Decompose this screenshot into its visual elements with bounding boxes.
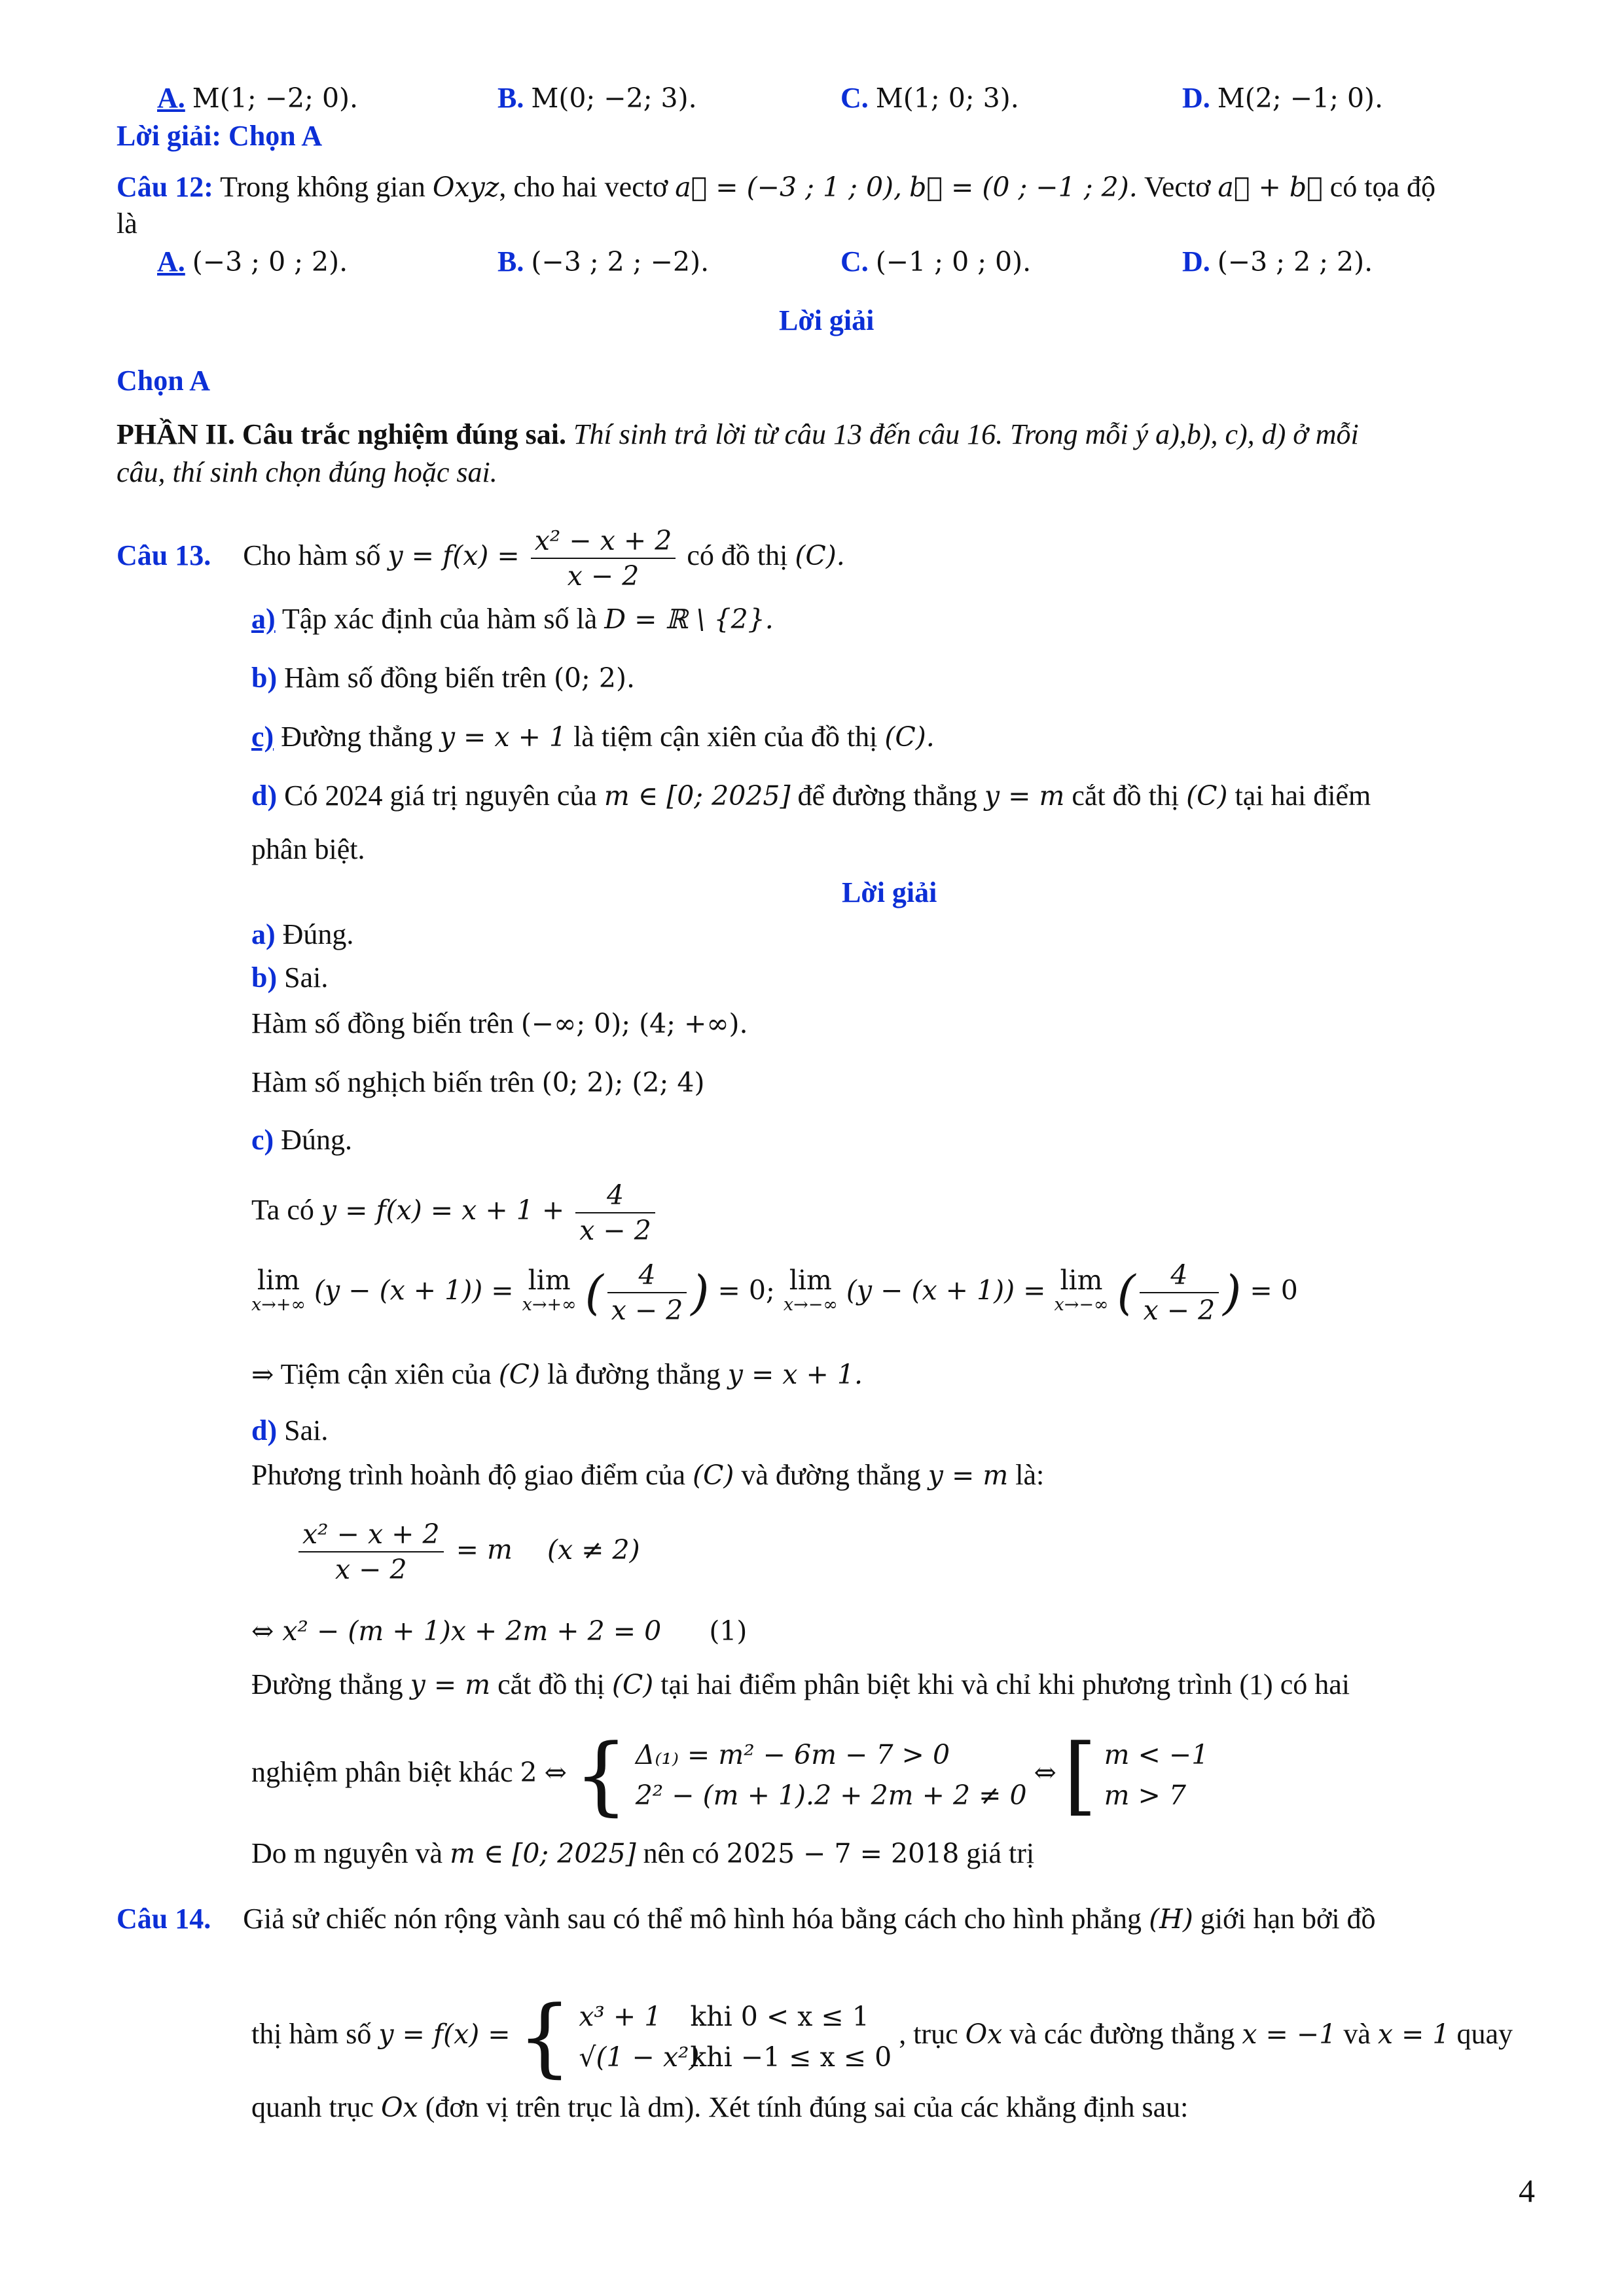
q12-text: Trong không gian [220,171,425,203]
q12-solution-title: Lời giải [779,304,875,336]
q12-option-c-wrap [840,243,1031,280]
q12-option-b-wrap [497,243,709,280]
q13-conclusion-math1: (C) [498,1359,541,1390]
q13-item-d-label: d) [251,780,278,812]
q12-vector-sum: a⃗ + b⃗ [1218,171,1323,203]
q13-sol-b-text: Sai. [284,961,329,994]
q13-equation-1 [251,1613,747,1649]
q13-eq-intro-math2: y = m [928,1460,1009,1491]
q13-eq-numerator: x² − x + 2 [298,1517,444,1552]
q13-graph: (C). [795,540,845,572]
part2-heading [117,416,1359,453]
q13-item-d-text5: phân biệt. [251,833,365,865]
q13-limits [251,1258,1298,1327]
q13-limit-pos [251,1265,306,1318]
q14-text7: quay [1456,2018,1513,2051]
q13-item-a-label: a) [251,603,276,635]
q13-final-math2: 2025 − 7 = 2018 [726,1838,960,1869]
q13-cond-text4: nghiệm phân biệt khác [251,1756,513,1789]
q12-space: Oxyz [432,171,499,203]
q13-cond-text3: tại hai điểm phân biệt khi và chỉ khi phương trình (1) có hai [660,1668,1350,1700]
q11-option-c-wrap [840,80,1019,117]
q13-sol-a-label: a) [251,918,276,950]
q14-text3: thị hàm số [251,2018,372,2051]
q12-option-a-wrap [157,243,348,280]
q12-stem [117,169,1435,206]
q13-system-brace: { [574,1725,628,1825]
q13-sol-c [251,1122,352,1158]
q14-text6: và [1343,2018,1371,2051]
q13-item-d-text2: để đường thẳng [797,780,977,812]
q12-option-b-label: B. [497,245,524,278]
q13-item-c [251,719,935,755]
q13-eq1-tag: (1) [709,1615,748,1647]
q13-item-b-text: Hàm số đồng biến trên [284,662,547,694]
q13-lim-den-2: x − 2 [1143,1295,1216,1326]
q13-sol-a-text: Đúng. [282,918,354,950]
q13-item-a-math: D = ℝ \ {2}. [604,603,774,635]
q13-item-c-text1: Đường thẳng [281,721,433,753]
q12-vector-a: a⃗ = (−3 ; 1 ; 0), [675,171,903,203]
q13-sol-d-label: d) [251,1414,278,1446]
q13-item-d-math1: m ∈ [0; 2025] [604,780,791,812]
q13-item-d-text4: tại hai điểm [1235,780,1371,812]
q13-implies-icon: ⇒ [251,1359,274,1390]
q13-item-a-text: Tập xác định của hàm số là [281,603,598,635]
q13-item-d-text3: cắt đồ thị [1072,780,1180,812]
q13-eq-intro-text1: Phương trình hoành độ giao điểm của [251,1459,686,1491]
q14-case-2 [579,2037,892,2077]
q13-lim-4: lim [1060,1265,1103,1296]
q13-lim-sub-4: x→−∞ [1054,1295,1109,1315]
q13-eq-intro-text2: và đường thẳng [741,1459,921,1491]
q13-taco-numerator: 4 [575,1178,655,1213]
q13-lim-sub-1: x→+∞ [251,1295,306,1315]
q14-case1-expr: x³ + 1 [579,2001,662,2032]
q14-case-1 [579,1996,892,2037]
part2-instruction: Thí sinh trả lời từ câu 13 đến câu 16. Trong mỗi ý a),b), c), d) ở mỗi [573,418,1359,450]
q13-solution-title: Lời giải [842,876,937,908]
q13-sol-b-inc-text: Hàm số đồng biến trên [251,1007,514,1039]
q12-option-c: (−1 ; 0 ; 0). [875,246,1032,278]
q13-sol-d [251,1412,328,1449]
q13-item-d-text1: Có 2024 giá trị nguyên của [284,780,597,812]
q14-stem [117,1901,1376,1937]
q13-eq-fraction [298,1517,444,1587]
q12-option-a: (−3 ; 0 ; 2). [192,246,348,278]
q13-func-numerator: x² − x + 2 [531,524,676,559]
q13-item-a [251,601,774,637]
q13-lim-arg-1: (y − (x + 1)) = [314,1274,514,1306]
q11-option-c-label: C. [840,82,869,114]
q13-sol-d-text: Sai. [284,1414,329,1446]
q12-text3: Vectơ [1144,171,1211,203]
q13-paren-open-2: ( [1117,1265,1136,1320]
q13-intersection-equation [295,1517,640,1587]
q13-sol-b-decreasing [251,1064,704,1101]
q13-cond-two: 2 [520,1757,537,1789]
q13-item-b-label: b) [251,662,278,694]
q13-eq-intro-text3: là: [1015,1459,1045,1491]
q12-option-c-label: C. [840,245,869,278]
q13-sol-b-dec-text: Hàm số nghịch biến trên [251,1066,535,1098]
q12-text4: có tọa độ [1329,171,1436,203]
part2-title: PHẦN II. Câu trắc nghiệm đúng sai. [117,418,566,450]
q13-lim-num-1: 4 [607,1258,687,1293]
q13-sol-b-label: b) [251,961,278,994]
q11-option-b-wrap [497,80,697,117]
q14-func-lhs: y = f(x) = [378,2018,511,2051]
q12-text2: , cho hai vectơ [499,171,668,203]
q11-option-c: M(1; 0; 3). [875,82,1019,114]
q14-text1: Giả sử chiếc nón rộng vành sau có thể mô hình hóa bằng cách cho hình phẳng [243,1903,1142,1935]
q11-solution: Lời giải: Chọn A [117,120,323,152]
q13-lim-num-2: 4 [1140,1258,1219,1293]
q13-taco-lhs: y = f(x) = x + 1 + [321,1194,565,1227]
q11-option-d: M(2; −1; 0). [1217,82,1384,114]
q13-paren-close-2: ) [1223,1265,1242,1320]
q13-lim-2: lim [528,1265,571,1296]
q13-item-d-math3: (C) [1186,780,1228,812]
q13-function-fraction [531,524,676,593]
q13-result-stack [1104,1734,1209,1816]
q14-label: Câu 14. [117,1903,211,1935]
q13-lim-eq-1: = 0; [717,1274,775,1306]
q12-option-d-label: D. [1182,245,1210,278]
q13-item-c-math1: y = x + 1 [439,721,567,753]
q13-conclusion-math2: y = x + 1. [727,1359,863,1390]
q11-option-b: M(0; −2; 3). [531,82,697,114]
q13-taco-text: Ta có [251,1194,314,1227]
q13-system-stack [636,1734,1027,1816]
q12-vector-b: b⃗ = (0 ; −1 ; 2). [909,171,1138,203]
q14-case1-cond: khi 0 < x ≤ 1 [690,2001,869,2032]
q13-item-d-math2: y = m [984,780,1065,812]
q13-paren-open-1: ( [585,1265,604,1320]
q13-paren-close-1: ) [691,1265,710,1320]
q13-lim-den-1: x − 2 [611,1295,683,1326]
q13-cond-text1: Đường thẳng [251,1668,403,1700]
q13-lim-eq-2: = 0 [1250,1274,1298,1306]
q11-option-d-wrap [1182,80,1383,117]
q13-eq1: ⇔ x² − (m + 1)x + 2m + 2 = 0 [251,1615,662,1647]
q13-item-b-math: (0; 2). [553,662,635,694]
q12-label: Câu 12: [117,171,213,203]
q13-lim-fraction-1 [607,1258,687,1327]
q13-eq-intro [251,1457,1044,1494]
q12-option-b: (−3 ; 2 ; −2). [531,246,710,278]
q14-text4: , trục [899,2018,958,2051]
q12-answer: Chọn A [117,365,211,397]
q13-taco-fraction [575,1178,655,1247]
part2-instruction-2: câu, thí sinh chọn đúng hoặc sai. [117,456,497,488]
q13-lim-arg-2: (y − (x + 1)) = [846,1274,1046,1306]
q13-result-line1: m < −1 [1104,1739,1209,1770]
q11-options [157,80,358,117]
q13-result-bracket: [ [1063,1725,1097,1825]
q13-sol-c-taco [251,1178,659,1247]
q13-func-lhs: y = f(x) = [388,540,520,572]
q11-option-a-label: A. [157,82,185,114]
q13-cond-text2: cắt đồ thị [497,1668,605,1700]
q14-line1: x = −1 [1242,2018,1337,2051]
q13-item-c-text2: là tiệm cận xiên của đồ thị [573,721,878,753]
q13-taco-denominator: x − 2 [579,1215,651,1246]
q13-cond-math1: y = m [410,1669,491,1700]
q13-system [251,1725,1209,1825]
q14-line2: x = 1 [1377,2018,1450,2051]
q13-sol-c-text: Đúng. [281,1124,352,1156]
q13-limit-neg [783,1265,838,1318]
q13-final-math1: m ∈ [0; 2025] [450,1838,636,1869]
q11-option-b-label: B. [497,82,524,114]
q13-eq-rhs: = m [456,1534,513,1566]
q13-final-text3: giá trị [966,1837,1035,1869]
q13-conclusion-text1: Tiệm cận xiên của [280,1358,492,1390]
q13-sol-b-inc-math: (−∞; 0); (4; +∞). [520,1008,748,1039]
q13-func-denominator: x − 2 [567,560,640,592]
q13-item-d [251,778,1371,814]
q13-conclusion [251,1356,863,1393]
q14-ox: Ox [965,2018,1003,2051]
q14-region: (H) [1149,1903,1193,1935]
q13-lim-1: lim [257,1265,300,1296]
q13-final [251,1835,1034,1872]
q14-text8: quanh trục [251,2091,374,2123]
q13-iff-icon-1: ⇔ [544,1757,567,1789]
q13-eq-intro-math1: (C) [693,1460,734,1491]
page-number: 4 [1519,2172,1535,2209]
q14-piecewise-line [251,1987,1513,2087]
q13-sol-c-label: c) [251,1124,274,1156]
q12-option-d-wrap [1182,243,1373,280]
q13-sol-b-dec-math: (0; 2); (2; 4) [541,1067,705,1098]
q13-limit-neg-2 [1054,1265,1109,1318]
q12-text5: là [117,207,137,240]
q14-case2-expr: √(1 − x²) [579,2041,700,2073]
q13-lim-sub-3: x→−∞ [783,1295,838,1315]
q13-intro: Cho hàm số [243,539,381,572]
q13-lim-3: lim [789,1265,832,1296]
q13-result-line2: m > 7 [1104,1780,1187,1811]
q13-limit-pos-2 [522,1265,577,1318]
q13-system-line2: 2² − (m + 1).2 + 2m + 2 ≠ 0 [635,1780,1027,1811]
q14-piecewise-cases [579,1996,892,2077]
q14-piecewise-brace: { [517,1987,572,2087]
q13-condition [251,1666,1350,1703]
q14-text9: (đơn vị trên trục là dm). Xét tính đúng sai của các khẳng định sau: [425,2091,1189,2123]
q12-option-a-label: A. [157,245,185,278]
q13-stem [117,524,845,593]
q14-text5: và các đường thẳng [1009,2018,1235,2051]
q13-item-b [251,660,635,696]
q13-eq-condition: (x ≠ 2) [547,1534,640,1566]
q11-option-a: M(1; −2; 0). [192,82,359,114]
q13-label: Câu 13. [117,539,211,572]
q13-sol-b [251,960,328,996]
q13-system-line1: Δ₍₁₎ = m² − 6m − 7 > 0 [635,1739,950,1770]
q13-eq-denominator: x − 2 [334,1554,407,1585]
q14-last-line [251,2089,1188,2126]
q13-cond-math2: (C) [611,1669,654,1700]
q13-lim-sub-2: x→+∞ [522,1295,577,1315]
q13-conclusion-text2: là đường thẳng [547,1358,721,1390]
q14-text2: giới hạn bởi đồ [1200,1903,1376,1935]
q13-lim-fraction-2 [1140,1258,1219,1327]
q13-final-text2: nên có [643,1837,719,1869]
q13-item-c-math2: (C). [884,721,935,753]
q14-ox2: Ox [380,2092,418,2123]
q11-option-d-label: D. [1182,82,1210,114]
q12-option-d: (−3 ; 2 ; 2). [1217,246,1373,278]
q13-sol-b-increasing [251,1005,748,1042]
q13-iff-icon-2: ⇔ [1034,1757,1056,1789]
q13-final-text1: Do m nguyên và [251,1837,443,1869]
q14-case2-cond: khi −1 ≤ x ≤ 0 [690,2041,892,2073]
q13-sol-a [251,916,353,953]
q13-intro-end: có đồ thị [687,539,788,572]
q13-item-c-label: c) [251,721,274,753]
